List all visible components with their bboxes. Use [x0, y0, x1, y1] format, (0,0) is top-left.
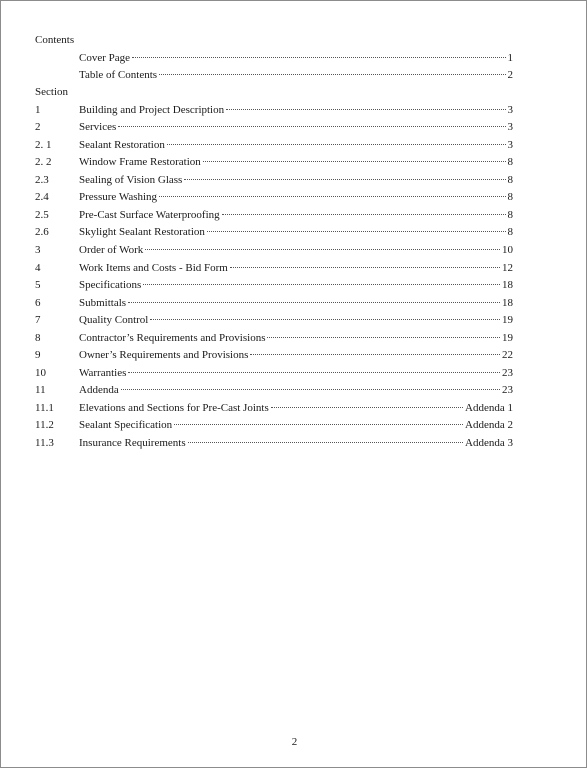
- toc-entry-page: 2: [507, 69, 513, 81]
- toc-entry-section: [35, 156, 513, 169]
- toc-leader-dots: [250, 354, 500, 355]
- toc-entry-title: Addenda: [79, 384, 119, 396]
- toc-leader-dots: [150, 319, 500, 320]
- toc-leader-dots: [267, 337, 500, 338]
- toc-entry-title: Window Frame Restoration: [79, 156, 201, 168]
- toc-entry-number: 11.2: [35, 419, 54, 431]
- toc-entry-title: Sealant Restoration: [79, 139, 165, 151]
- toc-entry-section: [35, 419, 513, 432]
- toc-entry-number: 11: [35, 384, 46, 396]
- toc-entry-number: 2.3: [35, 174, 49, 186]
- toc-entry-page: Addenda 3: [465, 437, 513, 449]
- toc-entry-section: [35, 262, 513, 275]
- toc-entry-section: [35, 174, 513, 187]
- toc-leader-dots: [118, 126, 505, 127]
- toc-entry-page: 18: [502, 297, 513, 309]
- toc-leader-dots: [174, 424, 463, 425]
- toc-entry-page: 22: [502, 349, 513, 361]
- toc-leader-dots: [184, 179, 505, 180]
- toc-entry-number: 3: [35, 244, 41, 256]
- toc-leader-dots: [132, 57, 505, 58]
- toc-entry-section: [35, 384, 513, 397]
- toc-entry-page: Addenda 2: [465, 419, 513, 431]
- toc-entry-cover-page: [35, 52, 513, 65]
- toc-entry-title: Order of Work: [79, 244, 144, 256]
- toc-leader-dots: [203, 161, 506, 162]
- toc-entry-title: Submittals: [79, 297, 127, 309]
- toc-entry-page: 10: [502, 244, 513, 256]
- toc-entry-page: 1: [507, 52, 513, 64]
- toc-entry-page: 23: [502, 384, 513, 396]
- section-heading: Section: [35, 86, 68, 98]
- toc-entry-page: 8: [507, 156, 513, 168]
- toc-entry-section: [35, 226, 513, 239]
- toc-entry-page: 8: [507, 191, 513, 203]
- toc-entry-title: Elevations and Sections for Pre-Cast Joints: [79, 402, 269, 414]
- toc-entry-section: [35, 349, 513, 362]
- toc-entry-section: [35, 121, 513, 134]
- toc-entry-section: [35, 209, 513, 222]
- toc-entry-section: [35, 314, 513, 327]
- toc-entry-page: 19: [502, 314, 513, 326]
- toc-leader-dots: [226, 109, 505, 110]
- toc-entry-section: [35, 191, 513, 204]
- toc-entry-number: 8: [35, 332, 41, 344]
- toc-entry-number: 1: [35, 104, 41, 116]
- toc-entry-title: Skylight Sealant Restoration: [79, 226, 205, 238]
- toc-entry-number: 4: [35, 262, 41, 274]
- toc-entry-number: 2.6: [35, 226, 49, 238]
- toc-leader-dots: [271, 407, 463, 408]
- toc-entry-title: Warranties: [79, 367, 127, 379]
- toc-entry-number: 11.3: [35, 437, 54, 449]
- toc-entry-title: Pre-Cast Surface Waterproofing: [79, 209, 220, 221]
- toc-entry-title: Services: [79, 121, 117, 133]
- toc-entry-number: 5: [35, 279, 41, 291]
- toc-entry-title: Quality Control: [79, 314, 149, 326]
- toc-entry-page: 23: [502, 367, 513, 379]
- toc-entry-page: 8: [507, 209, 513, 221]
- toc-leader-dots: [188, 442, 463, 443]
- toc-entry-title: Work Items and Costs - Bid Form: [79, 262, 228, 274]
- toc-entry-page: 3: [507, 104, 513, 116]
- toc-leader-dots: [159, 196, 505, 197]
- toc-entry-page: 3: [507, 121, 513, 133]
- toc-entry-number: 7: [35, 314, 41, 326]
- toc-entry-section: [35, 297, 513, 310]
- toc-entry-number: 2.4: [35, 191, 49, 203]
- toc-entry-title: Cover Page: [79, 52, 131, 64]
- toc-entry-number: 6: [35, 297, 41, 309]
- toc-entry-page: 8: [507, 174, 513, 186]
- toc-leader-dots: [143, 284, 500, 285]
- toc-entry-number: 11.1: [35, 402, 54, 414]
- toc-entry-section: [35, 332, 513, 345]
- toc-entry-title: Table of Contents: [79, 69, 158, 81]
- toc-leader-dots: [128, 372, 500, 373]
- toc-entry-page: 18: [502, 279, 513, 291]
- toc-leader-dots: [230, 267, 500, 268]
- toc-entry-page: Addenda 1: [465, 402, 513, 414]
- toc-entry-section: [35, 104, 513, 117]
- toc-entry-section: [35, 402, 513, 415]
- toc-leader-dots: [222, 214, 506, 215]
- toc-entry-table-of-contents: [35, 69, 513, 82]
- toc-entry-title: Owner’s Requirements and Provisions: [79, 349, 249, 361]
- toc-entry-title: Contractor’s Requirements and Provisions: [79, 332, 266, 344]
- toc-entry-title: Sealant Specification: [79, 419, 173, 431]
- toc-entry-title: Specifications: [79, 279, 142, 291]
- toc-entry-section: [35, 367, 513, 380]
- toc-entry-number: 2. 2: [35, 156, 52, 168]
- toc-leader-dots: [128, 302, 500, 303]
- toc-entry-number: 2.5: [35, 209, 49, 221]
- toc-entry-title: Pressure Washing: [79, 191, 158, 203]
- toc-entry-title: Building and Project Description: [79, 104, 225, 116]
- toc-leader-dots: [159, 74, 505, 75]
- toc-entry-section: [35, 244, 513, 257]
- toc-entry-page: 8: [507, 226, 513, 238]
- toc-entry-number: 2: [35, 121, 41, 133]
- contents-heading: Contents: [35, 34, 75, 46]
- toc-entry-section: [35, 279, 513, 292]
- page-number: 2: [291, 736, 298, 748]
- toc-entry-section: [35, 139, 513, 152]
- toc-entry-page: 12: [502, 262, 513, 274]
- toc-entry-page: 19: [502, 332, 513, 344]
- toc-entry-number: 9: [35, 349, 41, 361]
- toc-entry-title: Sealing of Vision Glass: [79, 174, 183, 186]
- toc-leader-dots: [145, 249, 500, 250]
- toc-entry-page: 3: [507, 139, 513, 151]
- toc-leader-dots: [121, 389, 500, 390]
- toc-entry-number: 2. 1: [35, 139, 52, 151]
- toc-entry-title: Insurance Requirements: [79, 437, 186, 449]
- toc-leader-dots: [167, 144, 506, 145]
- toc-leader-dots: [207, 231, 506, 232]
- toc-entry-section: [35, 437, 513, 450]
- toc-entry-number: 10: [35, 367, 46, 379]
